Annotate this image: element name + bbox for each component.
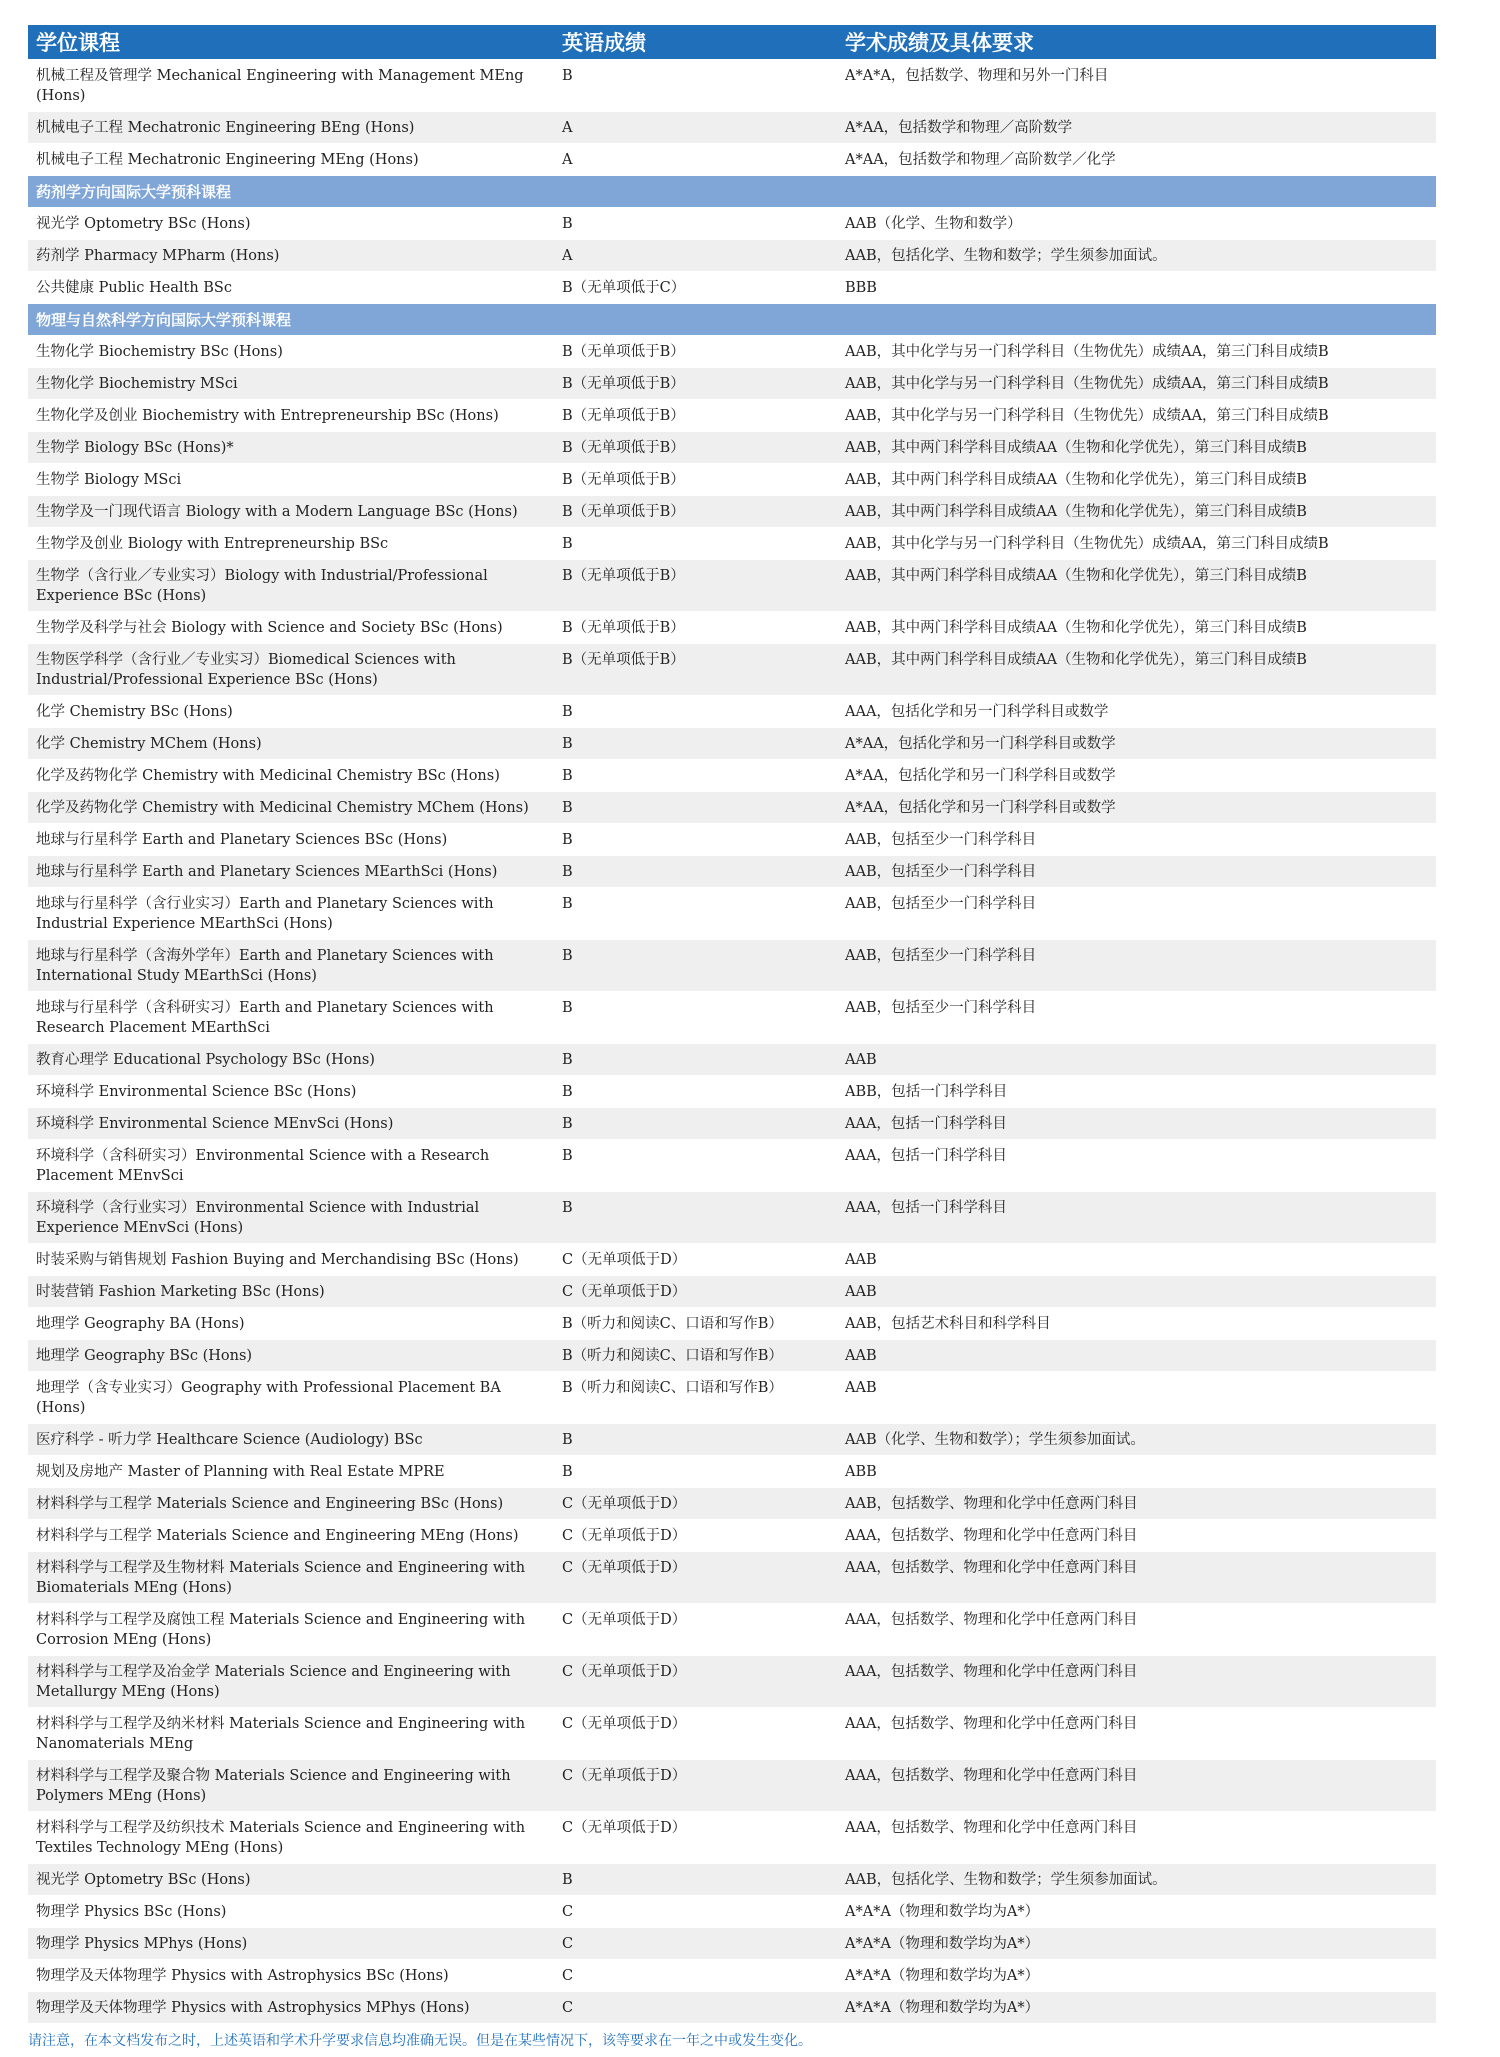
table-row (28, 143, 1436, 175)
academic-cell: AAB，其中两门科学科目成绩AA（生物和化学优先），第三门科目成绩B (845, 504, 1307, 520)
course-cell: 物理学及天体物理学 Physics with Astrophysics MPhys (Hons) (36, 2000, 470, 2016)
english-cell: B (562, 216, 573, 232)
academic-cell: AAA，包括化学和另一门科学科目或数学 (845, 704, 1109, 720)
english-cell: B (562, 1116, 573, 1132)
academic-cell: AAA，包括一门科学科目 (845, 1200, 1007, 1216)
english-cell: C（无单项低于D） (562, 1716, 687, 1732)
academic-cell: BBB (845, 280, 877, 296)
english-cell: B（听力和阅读C、口语和写作B） (562, 1380, 783, 1396)
academic-cell: AAB，包括至少一门科学科目 (845, 896, 1037, 912)
table-row (28, 1191, 1436, 1243)
course-cell: 物理学 Physics MPhys (Hons) (36, 1936, 248, 1952)
academic-cell: AAA，包括数学、物理和化学中任意两门科目 (845, 1768, 1138, 1784)
english-cell: C（无单项低于D） (562, 1528, 687, 1544)
course-cell: 机械电子工程 Mechatronic Engineering BEng (Hons) (36, 120, 415, 136)
table-row (28, 1959, 1436, 1991)
academic-cell: A*A*A（物理和数学均为A*） (845, 1968, 1040, 1984)
english-cell: B (562, 736, 573, 752)
course-cell: 地理学 Geography BSc (Hons) (36, 1348, 253, 1364)
course-cell: 生物学（含行业／专业实习）Biology with Industrial/Professional Experience BSc (Hons) (36, 568, 488, 604)
english-cell: B (562, 1464, 573, 1480)
english-cell: B (562, 1084, 573, 1100)
table-row (28, 559, 1436, 611)
table-row (28, 111, 1436, 143)
course-cell: 生物医学科学（含行业／专业实习）Biomedical Sciences with Industrial/Professional Experience BSc (Hons) (36, 652, 456, 688)
english-cell: C (562, 1968, 574, 1984)
english-cell: B (562, 1148, 573, 1164)
course-cell: 医疗科学 - 听力学 Healthcare Science (Audiology) BSc (36, 1432, 423, 1448)
english-cell: C（无单项低于D） (562, 1820, 687, 1836)
table-row (28, 643, 1436, 695)
table-row (28, 59, 1436, 111)
course-cell: 生物学及创业 Biology with Entrepreneurship BSc (36, 536, 389, 552)
table-row (28, 239, 1436, 271)
academic-cell: AAB，其中两门科学科目成绩AA（生物和化学优先），第三门科目成绩B (845, 440, 1307, 456)
academic-cell: ABB (845, 1464, 877, 1480)
course-cell: 化学 Chemistry BSc (Hons) (36, 704, 233, 720)
academic-cell: AAA，包括数学、物理和化学中任意两门科目 (845, 1560, 1138, 1576)
course-cell: 地球与行星科学 Earth and Planetary Sciences MEarthSci (Hons) (36, 864, 498, 880)
academic-cell: A*A*A（物理和数学均为A*） (845, 2000, 1040, 2016)
academic-cell: AAB，包括数学、物理和化学中任意两门科目 (845, 1496, 1138, 1512)
academic-cell: AAB，其中化学与另一门科学科目（生物优先）成绩AA，第三门科目成绩B (845, 344, 1329, 360)
course-cell: 机械工程及管理学 Mechanical Engineering with Management MEng (Hons) (36, 68, 524, 104)
course-cell: 时装采购与销售规划 Fashion Buying and Merchandising BSc (Hons) (36, 1252, 519, 1268)
table-row (28, 1655, 1436, 1707)
table-row (28, 1603, 1436, 1655)
course-cell: 教育心理学 Educational Psychology BSc (Hons) (36, 1052, 375, 1068)
course-cell: 环境科学（含行业实习）Environmental Science with Industrial Experience MEnvSci (Hons) (36, 1200, 480, 1236)
english-cell: B（无单项低于C） (562, 280, 686, 296)
academic-cell: AAB（化学、生物和数学） (845, 216, 1022, 232)
table-row (28, 367, 1436, 399)
english-cell: C (562, 2000, 574, 2016)
academic-cell: AAB，其中两门科学科目成绩AA（生物和化学优先），第三门科目成绩B (845, 568, 1307, 584)
academic-cell: AAA，包括数学、物理和化学中任意两门科目 (845, 1664, 1138, 1680)
academic-cell: AAB，包括至少一门科学科目 (845, 948, 1037, 964)
course-cell: 化学及药物化学 Chemistry with Medicinal Chemistry MChem (Hons) (36, 800, 529, 816)
academic-cell: AAB，其中化学与另一门科学科目（生物优先）成绩AA，第三门科目成绩B (845, 408, 1329, 424)
course-cell: 地球与行星科学（含科研实习）Earth and Planetary Sciences with Research Placement MEarthSci (36, 1000, 494, 1036)
course-cell: 视光学 Optometry BSc (Hons) (36, 1872, 251, 1888)
academic-cell: AAB (845, 1348, 877, 1364)
english-cell: B (562, 704, 573, 720)
academic-cell: AAB，其中两门科学科目成绩AA（生物和化学优先），第三门科目成绩B (845, 620, 1307, 636)
course-cell: 材料科学与工程学及纳米材料 Materials Science and Engineering with Nanomaterials MEng (36, 1716, 526, 1752)
course-cell: 材料科学与工程学及生物材料 Materials Science and Engineering with Biomaterials MEng (Hons) (36, 1560, 526, 1596)
header-course: 学位课程 (36, 31, 120, 55)
course-cell: 生物学 Biology MSci (36, 472, 182, 488)
english-cell: C（无单项低于D） (562, 1560, 687, 1576)
course-cell: 规划及房地产 Master of Planning with Real Estate MPRE (36, 1464, 445, 1480)
table-row (28, 1707, 1436, 1759)
academic-cell: A*AA，包括化学和另一门科学科目或数学 (845, 736, 1116, 752)
course-cell: 环境科学 Environmental Science MEnvSci (Hons) (36, 1116, 394, 1132)
table-row (28, 1107, 1436, 1139)
course-cell: 环境科学（含科研实习）Environmental Science with a Research Placement MEnvSci (36, 1148, 490, 1184)
english-cell: B (562, 948, 573, 964)
academic-cell: AAB，其中两门科学科目成绩AA（生物和化学优先），第三门科目成绩B (845, 652, 1307, 668)
english-cell: C (562, 1904, 574, 1920)
table-row (28, 271, 1436, 303)
section-header: 物理与自然科学方向国际大学预科课程 (28, 303, 1436, 335)
academic-cell: AAA，包括数学、物理和化学中任意两门科目 (845, 1716, 1138, 1732)
academic-cell: AAB，包括至少一门科学科目 (845, 832, 1037, 848)
table-row (28, 1075, 1436, 1107)
course-cell: 化学及药物化学 Chemistry with Medicinal Chemistry BSc (Hons) (36, 768, 500, 784)
course-cell: 物理学 Physics BSc (Hons) (36, 1904, 227, 1920)
english-cell: B（无单项低于B） (562, 376, 685, 392)
academic-cell: AAB (845, 1252, 877, 1268)
table-row (28, 1519, 1436, 1551)
footnote: 请注意，在本文档发布之时，上述英语和学术升学要求信息均准确无误。但是在某些情况下，该等要求在一年之中或发生变化。 (28, 2033, 812, 2049)
table-row (28, 1423, 1436, 1455)
academic-cell: AAB，其中化学与另一门科学科目（生物优先）成绩AA，第三门科目成绩B (845, 536, 1329, 552)
course-cell: 生物化学 Biochemistry BSc (Hons) (36, 344, 283, 360)
english-cell: C (562, 1936, 574, 1952)
table-row (28, 1811, 1436, 1863)
english-cell: C（无单项低于D） (562, 1252, 687, 1268)
course-cell: 药剂学 Pharmacy MPharm (Hons) (36, 248, 280, 264)
course-cell: 视光学 Optometry BSc (Hons) (36, 216, 251, 232)
table-row (28, 1371, 1436, 1423)
table-row (28, 887, 1436, 939)
course-cell: 材料科学与工程学及冶金学 Materials Science and Engineering with Metallurgy MEng (Hons) (36, 1664, 511, 1700)
course-cell: 地球与行星科学（含行业实习）Earth and Planetary Sciences with Industrial Experience MEarthSci (Hons) (36, 896, 494, 932)
table-row (28, 207, 1436, 239)
table-row (28, 1455, 1436, 1487)
academic-cell: AAB (845, 1284, 877, 1300)
table-row (28, 1759, 1436, 1811)
english-cell: B（无单项低于B） (562, 344, 685, 360)
course-cell: 材料科学与工程学及聚合物 Materials Science and Engineering with Polymers MEng (Hons) (36, 1768, 511, 1804)
course-cell: 生物化学 Biochemistry MSci (36, 376, 238, 392)
table-row (28, 1243, 1436, 1275)
english-cell: B（无单项低于B） (562, 652, 685, 668)
academic-cell: A*A*A，包括数学、物理和另外一门科目 (845, 68, 1109, 84)
table-row (28, 335, 1436, 367)
course-cell: 生物化学及创业 Biochemistry with Entrepreneurship BSc (Hons) (36, 408, 499, 424)
course-cell: 生物学及科学与社会 Biology with Science and Society BSc (Hons) (36, 620, 503, 636)
academic-cell: AAB，其中两门科学科目成绩AA（生物和化学优先），第三门科目成绩B (845, 472, 1307, 488)
english-cell: B (562, 1872, 573, 1888)
english-cell: B (562, 68, 573, 84)
english-cell: A (562, 248, 573, 264)
english-cell: B（听力和阅读C、口语和写作B） (562, 1348, 783, 1364)
english-cell: B (562, 864, 573, 880)
english-cell: B（无单项低于B） (562, 408, 685, 424)
table-row (28, 431, 1436, 463)
course-cell: 材料科学与工程学 Materials Science and Engineering BSc (Hons) (36, 1496, 504, 1512)
table-row (28, 1551, 1436, 1603)
academic-cell: A*A*A（物理和数学均为A*） (845, 1904, 1040, 1920)
english-cell: B (562, 768, 573, 784)
academic-cell: A*AA，包括化学和另一门科学科目或数学 (845, 768, 1116, 784)
table-row (28, 1927, 1436, 1959)
english-cell: C（无单项低于D） (562, 1768, 687, 1784)
academic-cell: AAB，包括化学、生物和数学；学生须参加面试。 (845, 1872, 1167, 1888)
table-row (28, 399, 1436, 431)
english-cell: B (562, 1200, 573, 1216)
english-cell: C（无单项低于D） (562, 1664, 687, 1680)
table-row (28, 759, 1436, 791)
academic-cell: AAA，包括数学、物理和化学中任意两门科目 (845, 1612, 1138, 1628)
english-cell: B (562, 1000, 573, 1016)
course-cell: 公共健康 Public Health BSc (36, 280, 232, 296)
course-cell: 物理学及天体物理学 Physics with Astrophysics BSc (Hons) (36, 1968, 449, 1984)
course-cell: 地理学（含专业实习）Geography with Professional Placement BA (Hons) (36, 1380, 501, 1416)
english-cell: C（无单项低于D） (562, 1496, 687, 1512)
english-cell: B（无单项低于B） (562, 504, 685, 520)
course-cell: 地理学 Geography BA (Hons) (36, 1316, 245, 1332)
table-row (28, 823, 1436, 855)
table-row (28, 527, 1436, 559)
course-cell: 生物学 Biology BSc (Hons)* (36, 440, 234, 456)
table-row (28, 991, 1436, 1043)
english-cell: B（听力和阅读C、口语和写作B） (562, 1316, 783, 1332)
english-cell: B（无单项低于B） (562, 440, 685, 456)
english-cell: C（无单项低于D） (562, 1284, 687, 1300)
table-row (28, 1895, 1436, 1927)
english-cell: B (562, 1432, 573, 1448)
course-cell: 地球与行星科学（含海外学年）Earth and Planetary Sciences with International Study MEarthSci (Hons) (36, 948, 494, 984)
academic-cell: AAB，包括至少一门科学科目 (845, 1000, 1037, 1016)
academic-cell: AAB，包括艺术科目和科学科目 (845, 1316, 1051, 1332)
table-row (28, 1307, 1436, 1339)
table-row (28, 611, 1436, 643)
table-header (28, 25, 1436, 59)
academic-cell: AAB (845, 1052, 877, 1068)
table-row (28, 1863, 1436, 1895)
table-row (28, 1043, 1436, 1075)
table-row (28, 1487, 1436, 1519)
english-cell: B (562, 800, 573, 816)
academic-cell: AAA，包括数学、物理和化学中任意两门科目 (845, 1820, 1138, 1836)
table-row (28, 727, 1436, 759)
table-row (28, 495, 1436, 527)
english-cell: B (562, 1052, 573, 1068)
course-cell: 材料科学与工程学及纺织技术 Materials Science and Engineering with Textiles Technology MEng (Hons) (36, 1820, 526, 1856)
table-row (28, 1339, 1436, 1371)
table-row (28, 1275, 1436, 1307)
english-cell: B (562, 536, 573, 552)
english-cell: A (562, 120, 573, 136)
course-cell: 材料科学与工程学 Materials Science and Engineering MEng (Hons) (36, 1528, 519, 1544)
academic-cell: AAA，包括数学、物理和化学中任意两门科目 (845, 1528, 1138, 1544)
academic-cell: ABB，包括一门科学科目 (845, 1084, 1008, 1100)
table-row (28, 1991, 1436, 2023)
academic-cell: A*AA，包括数学和物理／高阶数学／化学 (845, 152, 1116, 168)
english-cell: B (562, 896, 573, 912)
course-cell: 地球与行星科学 Earth and Planetary Sciences BSc (Hons) (36, 832, 448, 848)
english-cell: A (562, 152, 573, 168)
table-row (28, 939, 1436, 991)
academic-cell: A*AA，包括化学和另一门科学科目或数学 (845, 800, 1116, 816)
english-cell: C（无单项低于D） (562, 1612, 687, 1628)
table-row (28, 463, 1436, 495)
table-row (28, 791, 1436, 823)
academic-cell: AAB，包括化学、生物和数学；学生须参加面试。 (845, 248, 1167, 264)
course-cell: 机械电子工程 Mechatronic Engineering MEng (Hons) (36, 152, 419, 168)
table-row (28, 1139, 1436, 1191)
requirements-table (28, 25, 1436, 2023)
course-cell: 材料科学与工程学及腐蚀工程 Materials Science and Engineering with Corrosion MEng (Hons) (36, 1612, 526, 1648)
english-cell: B（无单项低于B） (562, 568, 685, 584)
academic-cell: AAB（化学、生物和数学）；学生须参加面试。 (845, 1432, 1145, 1448)
course-cell: 时装营销 Fashion Marketing BSc (Hons) (36, 1284, 325, 1300)
academic-cell: AAB (845, 1380, 877, 1396)
section-header: 药剂学方向国际大学预科课程 (28, 175, 1436, 207)
academic-cell: AAA，包括一门科学科目 (845, 1116, 1007, 1132)
header-english: 英语成绩 (562, 31, 646, 55)
academic-cell: A*A*A（物理和数学均为A*） (845, 1936, 1040, 1952)
table-row (28, 695, 1436, 727)
english-cell: B（无单项低于B） (562, 620, 685, 636)
table-row (28, 855, 1436, 887)
academic-cell: AAB，其中化学与另一门科学科目（生物优先）成绩AA，第三门科目成绩B (845, 376, 1329, 392)
academic-cell: AAB，包括至少一门科学科目 (845, 864, 1037, 880)
header-academic: 学术成绩及具体要求 (845, 31, 1034, 55)
course-cell: 化学 Chemistry MChem (Hons) (36, 736, 262, 752)
english-cell: B（无单项低于B） (562, 472, 685, 488)
academic-cell: AAA，包括一门科学科目 (845, 1148, 1007, 1164)
academic-cell: A*AA，包括数学和物理／高阶数学 (845, 120, 1073, 136)
table-body (28, 59, 1436, 2023)
english-cell: B (562, 832, 573, 848)
course-cell: 环境科学 Environmental Science BSc (Hons) (36, 1084, 357, 1100)
course-cell: 生物学及一门现代语言 Biology with a Modern Language BSc (Hons) (36, 504, 518, 520)
